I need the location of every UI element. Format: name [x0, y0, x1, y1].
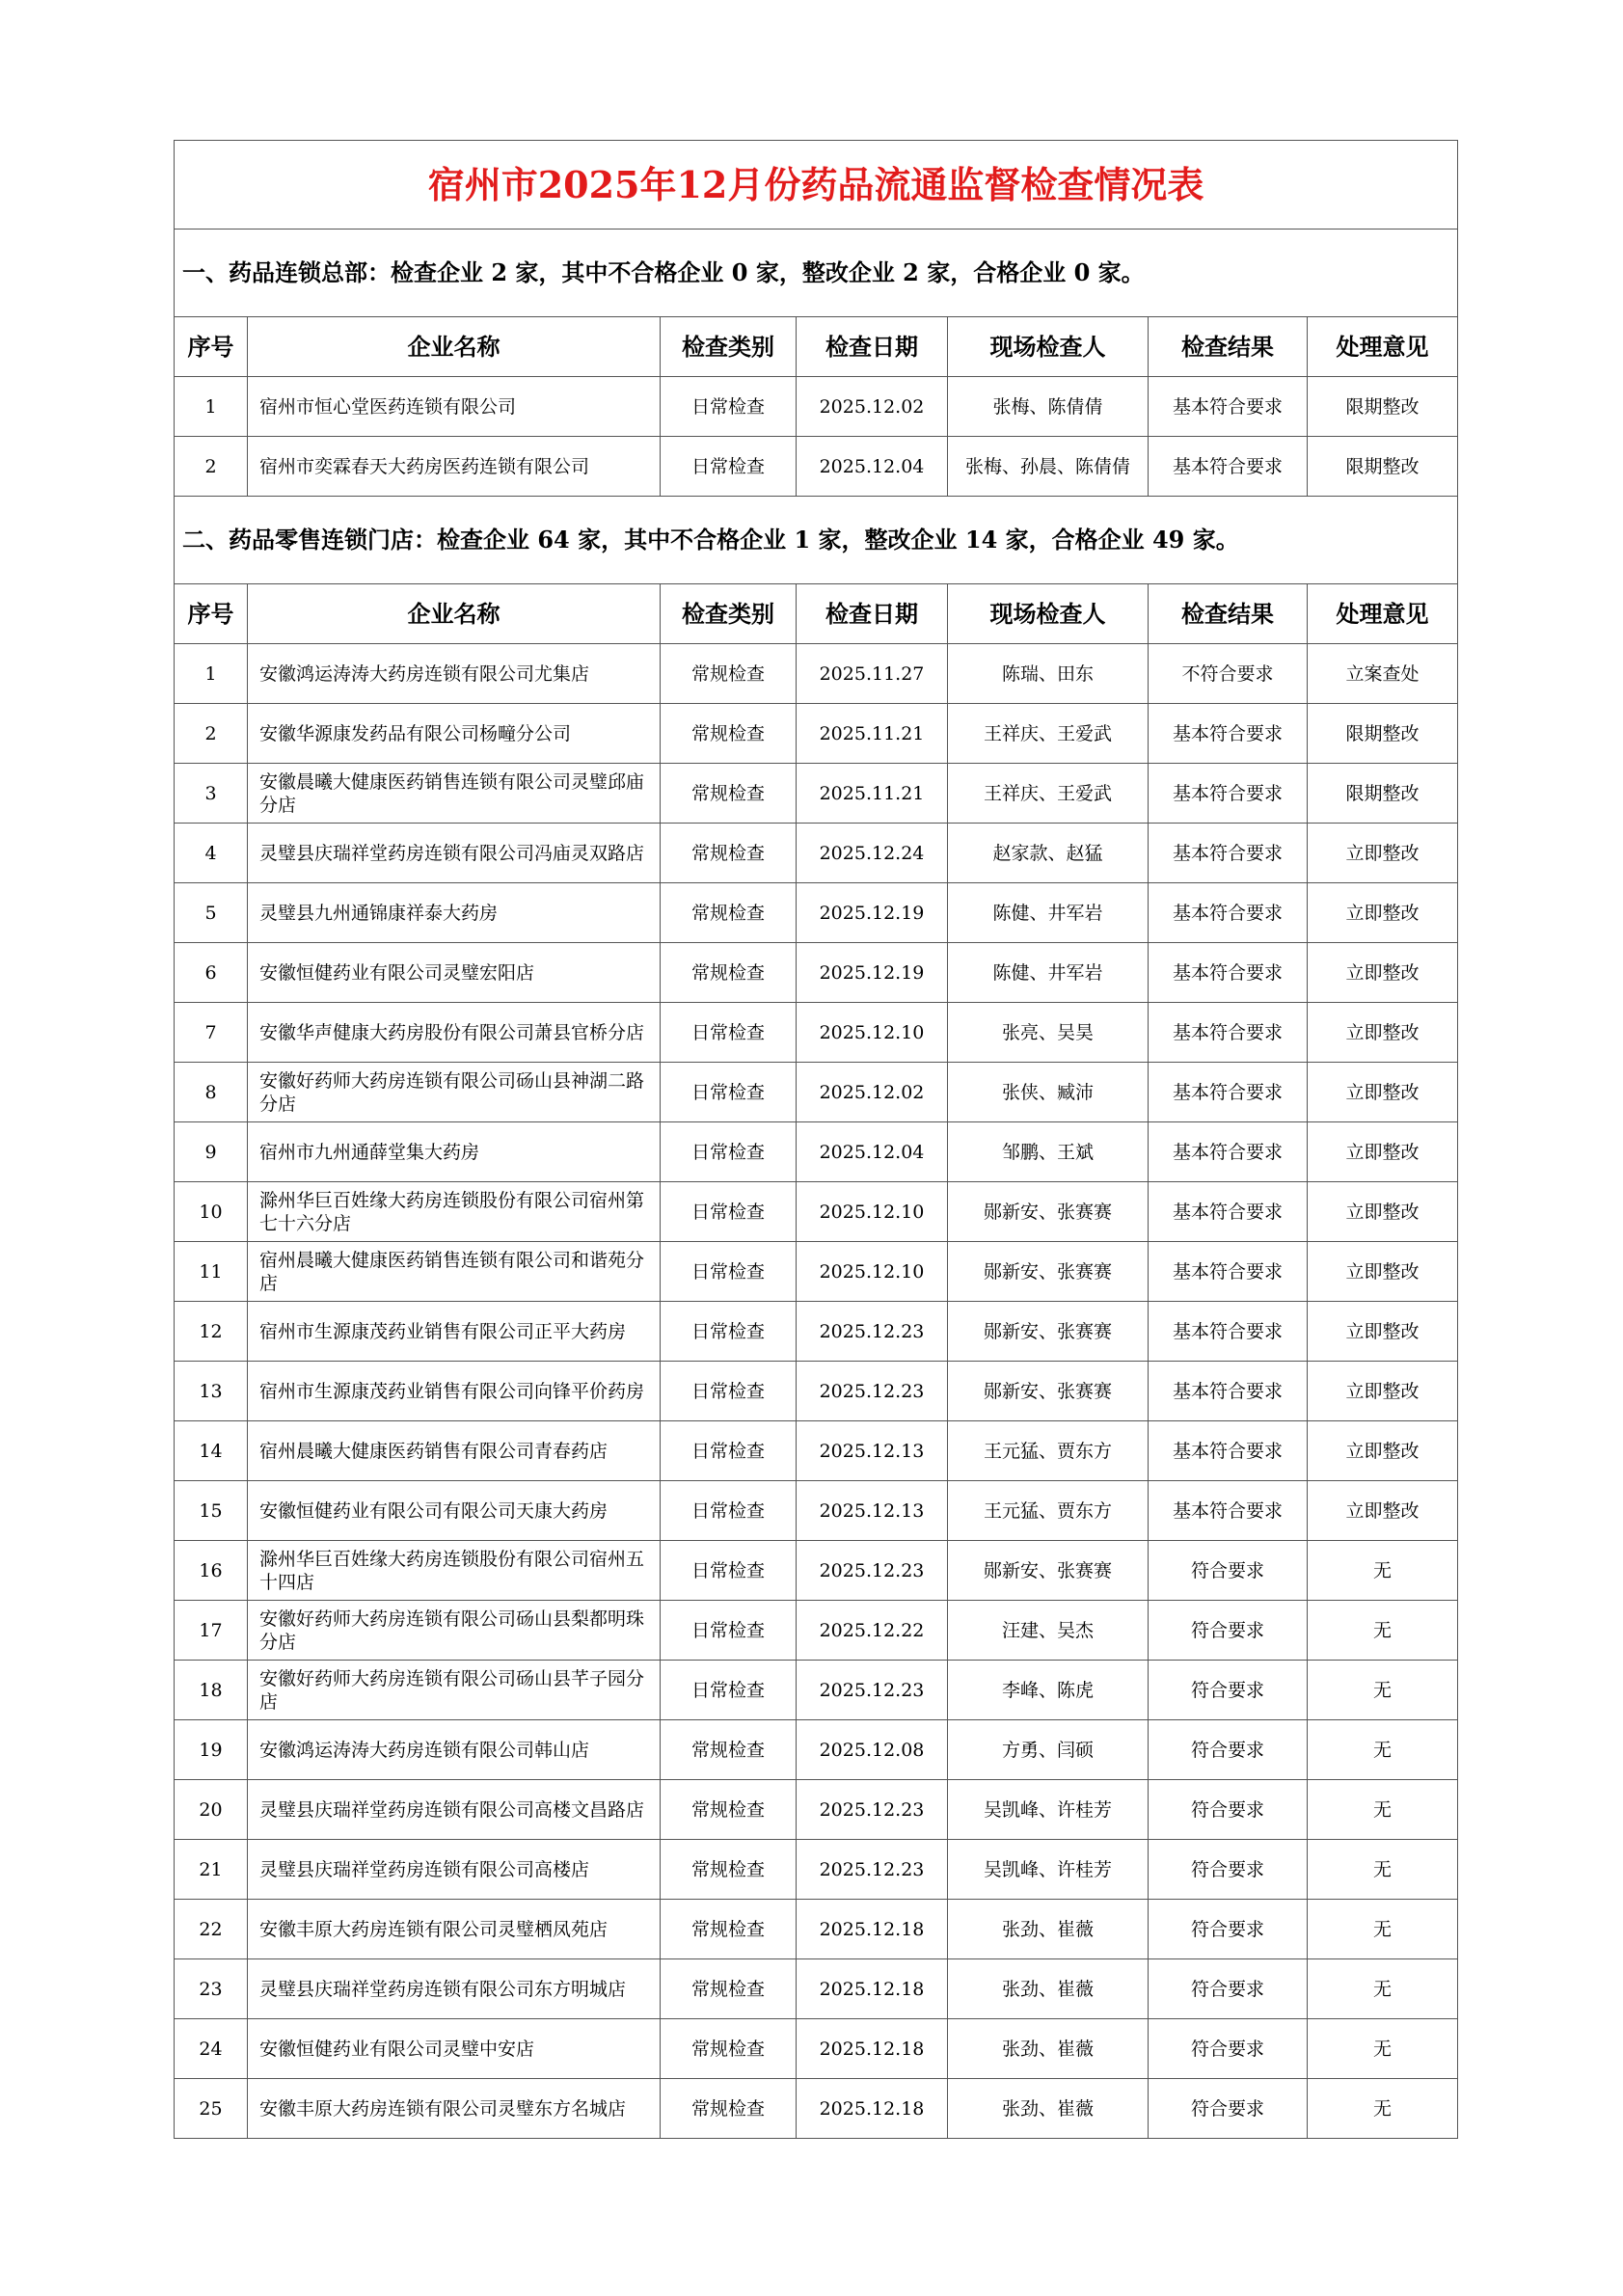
table-header-row: [175, 584, 1458, 644]
handling-opinion-cell: 无: [1308, 1661, 1458, 1720]
inspectors-cell: 郧新安、张赛赛: [948, 1541, 1149, 1601]
inspection-result-cell: 基本符合要求: [1149, 1481, 1308, 1541]
inspection-date-cell: 2025.12.19: [797, 883, 948, 943]
inspection-result-cell: 符合要求: [1149, 1840, 1308, 1900]
company-name-cell: 灵璧县九州通锦康祥泰大药房: [248, 883, 661, 943]
inspection-date-cell: 2025.12.23: [797, 1362, 948, 1421]
row-number-cell: 1: [175, 377, 248, 437]
table-row: [175, 1541, 1458, 1601]
company-name-cell: 安徽好药师大药房连锁有限公司砀山县神湖二路分店: [248, 1063, 661, 1122]
row-number-cell: 21: [175, 1840, 248, 1900]
column-header-inspection-type: 检查类别: [661, 584, 797, 644]
row-number-cell: 10: [175, 1182, 248, 1242]
table-row: [175, 2079, 1458, 2139]
inspectors-cell: 郧新安、张赛赛: [948, 1242, 1149, 1302]
company-name-cell: 宿州市恒心堂医药连锁有限公司: [248, 377, 661, 437]
inspection-type-cell: 日常检查: [661, 377, 797, 437]
inspectors-cell: 邹鹏、王斌: [948, 1122, 1149, 1182]
inspection-result-cell: 符合要求: [1149, 2019, 1308, 2079]
column-header-company-name: 企业名称: [248, 317, 661, 377]
handling-opinion-cell: 立即整改: [1308, 1182, 1458, 1242]
inspection-type-cell: 常规检查: [661, 824, 797, 883]
table-row: [175, 1122, 1458, 1182]
inspection-date-cell: 2025.11.21: [797, 764, 948, 824]
inspection-result-cell: 基本符合要求: [1149, 764, 1308, 824]
company-name-cell: 安徽丰原大药房连锁有限公司灵璧栖凤苑店: [248, 1900, 661, 1959]
inspectors-cell: 张梅、陈倩倩: [948, 377, 1149, 437]
inspection-result-cell: 符合要求: [1149, 1900, 1308, 1959]
handling-opinion-cell: 立即整改: [1308, 824, 1458, 883]
handling-opinion-cell: 无: [1308, 1601, 1458, 1661]
inspection-type-cell: 日常检查: [661, 1003, 797, 1063]
row-number-cell: 11: [175, 1242, 248, 1302]
inspection-date-cell: 2025.11.27: [797, 644, 948, 704]
inspectors-cell: 郧新安、张赛赛: [948, 1182, 1149, 1242]
inspection-result-cell: 基本符合要求: [1149, 1182, 1308, 1242]
row-number-cell: 2: [175, 437, 248, 497]
row-number-cell: 14: [175, 1421, 248, 1481]
handling-opinion-cell: 限期整改: [1308, 437, 1458, 497]
company-name-cell: 安徽华源康发药品有限公司杨疃分公司: [248, 704, 661, 764]
row-number-cell: 6: [175, 943, 248, 1003]
inspection-type-cell: 常规检查: [661, 2019, 797, 2079]
table-row: [175, 1182, 1458, 1242]
row-number-cell: 20: [175, 1780, 248, 1840]
handling-opinion-cell: 无: [1308, 2019, 1458, 2079]
table-row: [175, 943, 1458, 1003]
column-header-company-name: 企业名称: [248, 584, 661, 644]
inspectors-cell: 吴凯峰、许桂芳: [948, 1840, 1149, 1900]
inspection-type-cell: 常规检查: [661, 1959, 797, 2019]
company-name-cell: 滁州华巨百姓缘大药房连锁股份有限公司宿州第七十六分店: [248, 1182, 661, 1242]
row-number-cell: 1: [175, 644, 248, 704]
inspection-result-cell: 基本符合要求: [1149, 1003, 1308, 1063]
inspection-date-cell: 2025.12.23: [797, 1302, 948, 1362]
company-name-cell: 安徽鸿运涛涛大药房连锁有限公司韩山店: [248, 1720, 661, 1780]
table-row: [175, 1661, 1458, 1720]
column-header-handling-opinion: 处理意见: [1308, 317, 1458, 377]
inspection-type-cell: 常规检查: [661, 883, 797, 943]
handling-opinion-cell: 立即整改: [1308, 1302, 1458, 1362]
inspection-date-cell: 2025.12.18: [797, 1959, 948, 2019]
column-header-handling-opinion: 处理意见: [1308, 584, 1458, 644]
handling-opinion-cell: 无: [1308, 1541, 1458, 1601]
company-name-cell: 宿州晨曦大健康医药销售有限公司青春药店: [248, 1421, 661, 1481]
handling-opinion-cell: 立即整改: [1308, 1421, 1458, 1481]
company-name-cell: 安徽恒健药业有限公司灵璧宏阳店: [248, 943, 661, 1003]
inspection-type-cell: 日常检查: [661, 1242, 797, 1302]
table-row: [175, 1481, 1458, 1541]
table-row: [175, 1720, 1458, 1780]
inspection-date-cell: 2025.12.10: [797, 1242, 948, 1302]
handling-opinion-cell: 立即整改: [1308, 1122, 1458, 1182]
row-number-cell: 19: [175, 1720, 248, 1780]
inspectors-cell: 方勇、闫硕: [948, 1720, 1149, 1780]
inspection-type-cell: 日常检查: [661, 1063, 797, 1122]
row-number-cell: 5: [175, 883, 248, 943]
row-number-cell: 23: [175, 1959, 248, 2019]
inspection-result-cell: 不符合要求: [1149, 644, 1308, 704]
table-row: [175, 1302, 1458, 1362]
table-row: [175, 1003, 1458, 1063]
row-number-cell: 24: [175, 2019, 248, 2079]
inspection-type-cell: 日常检查: [661, 1122, 797, 1182]
inspection-result-cell: 符合要求: [1149, 1601, 1308, 1661]
table-row: [175, 1900, 1458, 1959]
table-row: [175, 1063, 1458, 1122]
table-row: [175, 1840, 1458, 1900]
inspection-type-cell: 常规检查: [661, 1720, 797, 1780]
row-number-cell: 18: [175, 1661, 248, 1720]
handling-opinion-cell: 限期整改: [1308, 377, 1458, 437]
company-name-cell: 宿州市生源康茂药业销售有限公司正平大药房: [248, 1302, 661, 1362]
table-row: [175, 377, 1458, 437]
row-number-cell: 25: [175, 2079, 248, 2139]
inspection-date-cell: 2025.12.23: [797, 1541, 948, 1601]
company-name-cell: 灵璧县庆瑞祥堂药房连锁有限公司高楼文昌路店: [248, 1780, 661, 1840]
inspectors-cell: 张劲、崔薇: [948, 2019, 1149, 2079]
row-number-cell: 22: [175, 1900, 248, 1959]
inspection-result-cell: 基本符合要求: [1149, 437, 1308, 497]
inspectors-cell: 张侠、臧沛: [948, 1063, 1149, 1122]
inspectors-cell: 张劲、崔薇: [948, 1959, 1149, 2019]
table-row: [175, 824, 1458, 883]
inspection-result-cell: 基本符合要求: [1149, 883, 1308, 943]
inspection-result-cell: 基本符合要求: [1149, 1063, 1308, 1122]
company-name-cell: 安徽晨曦大健康医药销售连锁有限公司灵璧邱庙分店: [248, 764, 661, 824]
table-row: [175, 644, 1458, 704]
inspectors-cell: 张亮、吴昊: [948, 1003, 1149, 1063]
section-heading: 二、药品零售连锁门店：检查企业 64 家，其中不合格企业 1 家，整改企业 14 家，合格企业 49 家。: [175, 497, 1458, 584]
inspectors-cell: 王元猛、贾东方: [948, 1481, 1149, 1541]
row-number-cell: 16: [175, 1541, 248, 1601]
handling-opinion-cell: 无: [1308, 1720, 1458, 1780]
handling-opinion-cell: 立即整改: [1308, 883, 1458, 943]
inspectors-cell: 陈瑞、田东: [948, 644, 1149, 704]
column-header-inspection-date: 检查日期: [797, 584, 948, 644]
company-name-cell: 滁州华巨百姓缘大药房连锁股份有限公司宿州五十四店: [248, 1541, 661, 1601]
company-name-cell: 灵璧县庆瑞祥堂药房连锁有限公司东方明城店: [248, 1959, 661, 2019]
inspection-type-cell: 常规检查: [661, 1900, 797, 1959]
inspection-date-cell: 2025.12.04: [797, 437, 948, 497]
table-row: [175, 1601, 1458, 1661]
inspection-result-cell: 基本符合要求: [1149, 1302, 1308, 1362]
inspectors-cell: 张梅、孙晨、陈倩倩: [948, 437, 1149, 497]
inspection-type-cell: 日常检查: [661, 1421, 797, 1481]
inspection-date-cell: 2025.12.10: [797, 1182, 948, 1242]
inspectors-cell: 赵家款、赵猛: [948, 824, 1149, 883]
inspection-date-cell: 2025.12.23: [797, 1661, 948, 1720]
inspection-result-cell: 基本符合要求: [1149, 377, 1308, 437]
company-name-cell: 安徽好药师大药房连锁有限公司砀山县芊子园分店: [248, 1661, 661, 1720]
table-row: [175, 1959, 1458, 2019]
handling-opinion-cell: 无: [1308, 1959, 1458, 2019]
column-header-inspection-type: 检查类别: [661, 317, 797, 377]
inspection-result-cell: 基本符合要求: [1149, 1362, 1308, 1421]
inspection-date-cell: 2025.12.23: [797, 1840, 948, 1900]
table-row: [175, 437, 1458, 497]
inspection-result-cell: 符合要求: [1149, 1661, 1308, 1720]
inspection-type-cell: 常规检查: [661, 1840, 797, 1900]
inspection-date-cell: 2025.12.10: [797, 1003, 948, 1063]
handling-opinion-cell: 立即整改: [1308, 1003, 1458, 1063]
handling-opinion-cell: 无: [1308, 1840, 1458, 1900]
inspection-type-cell: 日常检查: [661, 1601, 797, 1661]
inspection-type-cell: 常规检查: [661, 943, 797, 1003]
inspectors-cell: 汪建、吴杰: [948, 1601, 1149, 1661]
company-name-cell: 宿州市奕霖春天大药房医药连锁有限公司: [248, 437, 661, 497]
table-header-row: [175, 317, 1458, 377]
inspectors-cell: 张劲、崔薇: [948, 2079, 1149, 2139]
inspection-result-cell: 符合要求: [1149, 1780, 1308, 1840]
inspection-type-cell: 日常检查: [661, 1182, 797, 1242]
inspection-result-cell: 基本符合要求: [1149, 704, 1308, 764]
company-name-cell: 安徽好药师大药房连锁有限公司砀山县梨都明珠分店: [248, 1601, 661, 1661]
handling-opinion-cell: 立即整改: [1308, 943, 1458, 1003]
company-name-cell: 宿州市生源康茂药业销售有限公司向锋平价药房: [248, 1362, 661, 1421]
inspectors-cell: 张劲、崔薇: [948, 1900, 1149, 1959]
inspection-date-cell: 2025.12.13: [797, 1421, 948, 1481]
row-number-cell: 8: [175, 1063, 248, 1122]
row-number-cell: 9: [175, 1122, 248, 1182]
inspectors-cell: 王祥庆、王爱武: [948, 704, 1149, 764]
column-header-inspection-date: 检查日期: [797, 317, 948, 377]
company-name-cell: 安徽恒健药业有限公司有限公司天康大药房: [248, 1481, 661, 1541]
row-number-cell: 3: [175, 764, 248, 824]
inspection-date-cell: 2025.12.24: [797, 824, 948, 883]
inspection-result-cell: 基本符合要求: [1149, 1421, 1308, 1481]
company-name-cell: 灵璧县庆瑞祥堂药房连锁有限公司高楼店: [248, 1840, 661, 1900]
company-name-cell: 安徽恒健药业有限公司灵璧中安店: [248, 2019, 661, 2079]
inspectors-cell: 王元猛、贾东方: [948, 1421, 1149, 1481]
inspection-type-cell: 日常检查: [661, 1362, 797, 1421]
row-number-cell: 12: [175, 1302, 248, 1362]
row-number-cell: 4: [175, 824, 248, 883]
inspection-date-cell: 2025.12.19: [797, 943, 948, 1003]
inspection-result-cell: 基本符合要求: [1149, 943, 1308, 1003]
inspectors-cell: 王祥庆、王爱武: [948, 764, 1149, 824]
table-row: [175, 1780, 1458, 1840]
handling-opinion-cell: 限期整改: [1308, 764, 1458, 824]
handling-opinion-cell: 限期整改: [1308, 704, 1458, 764]
company-name-cell: 宿州市九州通薛堂集大药房: [248, 1122, 661, 1182]
inspectors-cell: 陈健、井军岩: [948, 943, 1149, 1003]
handling-opinion-cell: 无: [1308, 2079, 1458, 2139]
row-number-cell: 2: [175, 704, 248, 764]
inspection-type-cell: 日常检查: [661, 1661, 797, 1720]
inspection-type-cell: 常规检查: [661, 2079, 797, 2139]
table-row: [175, 704, 1458, 764]
inspectors-cell: 陈健、井军岩: [948, 883, 1149, 943]
column-header-inspectors: 现场检查人: [948, 584, 1149, 644]
inspection-result-cell: 符合要求: [1149, 1720, 1308, 1780]
handling-opinion-cell: 立即整改: [1308, 1242, 1458, 1302]
company-name-cell: 安徽华声健康大药房股份有限公司萧县官桥分店: [248, 1003, 661, 1063]
section-heading: 一、药品连锁总部：检查企业 2 家，其中不合格企业 0 家，整改企业 2 家，合格企业 0 家。: [175, 230, 1458, 317]
inspection-table: [174, 140, 1458, 2139]
company-name-cell: 安徽丰原大药房连锁有限公司灵璧东方名城店: [248, 2079, 661, 2139]
inspection-date-cell: 2025.12.18: [797, 1900, 948, 1959]
inspection-date-cell: 2025.12.08: [797, 1720, 948, 1780]
inspection-date-cell: 2025.12.23: [797, 1780, 948, 1840]
handling-opinion-cell: 立即整改: [1308, 1362, 1458, 1421]
company-name-cell: 灵璧县庆瑞祥堂药房连锁有限公司冯庙灵双路店: [248, 824, 661, 883]
inspectors-cell: 吴凯峰、许桂芳: [948, 1780, 1149, 1840]
table-row: [175, 764, 1458, 824]
table-row: [175, 1362, 1458, 1421]
inspection-date-cell: 2025.12.02: [797, 377, 948, 437]
table-row: [175, 1242, 1458, 1302]
inspectors-cell: 郧新安、张赛赛: [948, 1362, 1149, 1421]
column-header-inspection-result: 检查结果: [1149, 584, 1308, 644]
handling-opinion-cell: 无: [1308, 1780, 1458, 1840]
handling-opinion-cell: 立案查处: [1308, 644, 1458, 704]
company-name-cell: 宿州晨曦大健康医药销售连锁有限公司和谐苑分店: [248, 1242, 661, 1302]
inspection-type-cell: 日常检查: [661, 1481, 797, 1541]
inspection-date-cell: 2025.12.02: [797, 1063, 948, 1122]
table-row: [175, 2019, 1458, 2079]
row-number-cell: 17: [175, 1601, 248, 1661]
handling-opinion-cell: 无: [1308, 1900, 1458, 1959]
inspection-date-cell: 2025.12.13: [797, 1481, 948, 1541]
company-name-cell: 安徽鸿运涛涛大药房连锁有限公司尤集店: [248, 644, 661, 704]
inspection-type-cell: 日常检查: [661, 1302, 797, 1362]
inspectors-cell: 郧新安、张赛赛: [948, 1302, 1149, 1362]
column-header-inspectors: 现场检查人: [948, 317, 1149, 377]
inspection-date-cell: 2025.12.22: [797, 1601, 948, 1661]
inspection-date-cell: 2025.12.18: [797, 2079, 948, 2139]
inspection-date-cell: 2025.12.04: [797, 1122, 948, 1182]
inspection-result-cell: 符合要求: [1149, 1541, 1308, 1601]
column-header-row-number: 序号: [175, 584, 248, 644]
inspection-type-cell: 日常检查: [661, 1541, 797, 1601]
inspection-type-cell: 日常检查: [661, 437, 797, 497]
table-row: [175, 1421, 1458, 1481]
inspection-result-cell: 基本符合要求: [1149, 824, 1308, 883]
inspection-result-cell: 基本符合要求: [1149, 1122, 1308, 1182]
inspection-type-cell: 常规检查: [661, 764, 797, 824]
inspection-result-cell: 基本符合要求: [1149, 1242, 1308, 1302]
row-number-cell: 15: [175, 1481, 248, 1541]
inspection-result-cell: 符合要求: [1149, 2079, 1308, 2139]
inspection-date-cell: 2025.11.21: [797, 704, 948, 764]
handling-opinion-cell: 立即整改: [1308, 1481, 1458, 1541]
page-title: 宿州市2025年12月份药品流通监督检查情况表: [175, 141, 1458, 230]
column-header-inspection-result: 检查结果: [1149, 317, 1308, 377]
column-header-row-number: 序号: [175, 317, 248, 377]
handling-opinion-cell: 立即整改: [1308, 1063, 1458, 1122]
inspection-type-cell: 常规检查: [661, 704, 797, 764]
table-row: [175, 883, 1458, 943]
row-number-cell: 7: [175, 1003, 248, 1063]
inspection-type-cell: 常规检查: [661, 1780, 797, 1840]
inspectors-cell: 李峰、陈虎: [948, 1661, 1149, 1720]
inspection-type-cell: 常规检查: [661, 644, 797, 704]
inspection-report: [174, 140, 1457, 2139]
row-number-cell: 13: [175, 1362, 248, 1421]
inspection-date-cell: 2025.12.18: [797, 2019, 948, 2079]
inspection-result-cell: 符合要求: [1149, 1959, 1308, 2019]
